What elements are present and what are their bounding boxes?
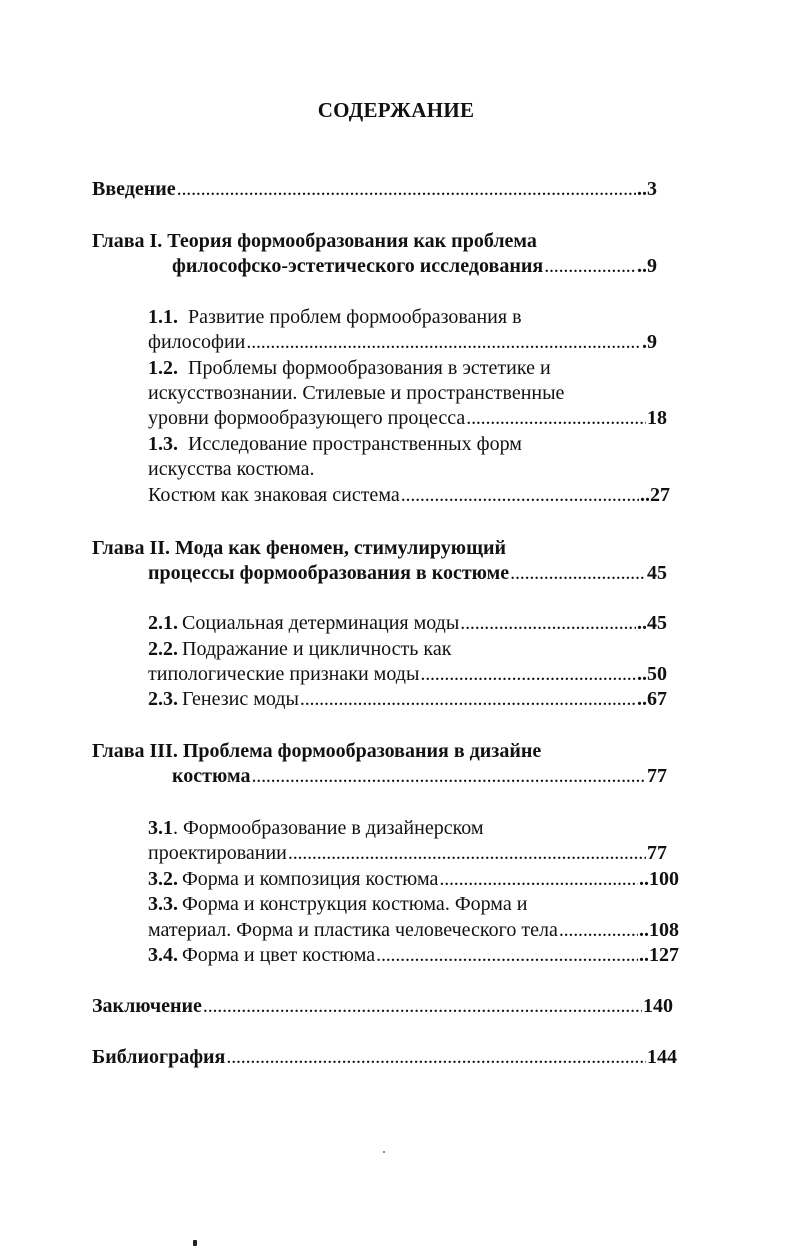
section-number: 2.3.	[148, 688, 178, 710]
page-title: СОДЕРЖАНИЕ	[317, 98, 475, 122]
section-number: 2.2.	[148, 638, 178, 660]
toc-label: Форма и цвет костюма	[182, 944, 376, 966]
chapter-1-title-line2[interactable]	[172, 253, 657, 279]
toc-page-number: 45	[647, 562, 667, 584]
toc-label: Введение	[92, 178, 176, 200]
toc-label: философии	[148, 331, 246, 353]
toc-page-number: ..127	[639, 944, 679, 966]
toc-label: Заключение	[92, 995, 202, 1017]
chapter-3-title-line2[interactable]	[172, 763, 667, 789]
toc-label: Форма и композиция костюма	[182, 868, 439, 890]
toc-label: Библиография	[92, 1046, 226, 1068]
section-2-1[interactable]	[148, 610, 667, 636]
toc-label: . Формообразование в дизайнерском	[173, 817, 484, 839]
scan-speck	[193, 1240, 197, 1246]
toc-page-number: 77	[647, 842, 667, 864]
section-number: 3.3.	[148, 893, 178, 915]
section-1-3-line2[interactable]: искусства костюма.	[148, 458, 315, 480]
toc-label: Форма и конструкция костюма. Форма и	[182, 893, 528, 915]
section-3-3-line1[interactable]	[148, 891, 527, 917]
section-1-1-line2[interactable]	[148, 329, 657, 355]
section-number: 3.2.	[148, 868, 178, 890]
dot-leader	[510, 560, 646, 586]
toc-page-number: 18	[647, 407, 667, 429]
dot-leader	[460, 610, 636, 636]
toc-entry-intro[interactable]	[92, 176, 657, 202]
toc-label: Исследование пространственных форм	[188, 433, 522, 455]
dot-leader	[376, 942, 638, 968]
section-number: 1.2.	[148, 357, 178, 379]
dot-leader	[226, 1044, 646, 1070]
toc-page-number: ..45	[637, 612, 667, 634]
section-number: 1.1.	[148, 306, 178, 328]
toc-page-number: ..67	[637, 688, 667, 710]
scan-speck	[383, 1151, 385, 1153]
section-1-3-line1[interactable]	[148, 431, 522, 457]
toc-entry-bibliography[interactable]	[92, 1044, 677, 1070]
section-3-2[interactable]	[148, 866, 679, 892]
dot-leader	[177, 176, 636, 202]
toc-label: Социальная детерминация моды	[182, 612, 460, 634]
section-number: 2.1.	[148, 612, 178, 634]
toc-label: материал. Форма и пластика человеческого тела	[148, 919, 558, 941]
toc-label: философско-эстетического исследования	[172, 255, 544, 277]
toc-label: Генезис моды	[182, 688, 299, 710]
toc-label: Подражание и цикличность как	[182, 638, 452, 660]
toc-label: уровни формообразующего процесса	[148, 407, 466, 429]
section-number: 3.4.	[148, 944, 178, 966]
toc-page-number: ..27	[640, 484, 670, 506]
toc-label: Проблемы формообразования в эстетике и	[188, 357, 551, 379]
toc-page-number: 77	[647, 765, 667, 787]
dot-leader	[203, 993, 642, 1019]
toc-label: процессы формообразования в костюме	[148, 562, 510, 584]
toc-label: костюма	[172, 765, 251, 787]
toc-label: Развитие проблем формообразования в	[188, 306, 522, 328]
dot-leader	[439, 866, 638, 892]
toc-page-number: ..50	[637, 663, 667, 685]
toc-page-number: .9	[642, 331, 657, 353]
chapter-3-title-line1[interactable]: Глава III. Проблема формообразования в дизайне	[92, 740, 542, 762]
section-3-1-line1[interactable]	[148, 815, 484, 841]
toc-page-number: ..9	[637, 255, 657, 277]
section-3-4[interactable]	[148, 942, 679, 968]
section-2-2-line1[interactable]	[148, 636, 451, 662]
dot-leader	[466, 405, 646, 431]
chapter-2-title-line2[interactable]	[148, 560, 667, 586]
dot-leader	[251, 763, 646, 789]
section-1-3-line3[interactable]	[148, 482, 670, 508]
chapter-2-title-line1[interactable]: Глава II. Мода как феномен, стимулирующий	[92, 537, 507, 559]
section-1-2-line3[interactable]	[148, 405, 667, 431]
dot-leader	[288, 840, 646, 866]
toc-page-number: ..108	[639, 919, 679, 941]
section-1-2-line1[interactable]	[148, 355, 551, 381]
toc-label: Костюм как знаковая система	[148, 484, 400, 506]
section-2-3[interactable]	[148, 686, 667, 712]
dot-leader	[246, 329, 641, 355]
dot-leader	[559, 917, 638, 943]
section-1-2-line2[interactable]: искусствознании. Стилевые и пространственные	[148, 382, 565, 404]
toc-page-number: ..100	[639, 868, 679, 890]
section-3-1-line2[interactable]	[148, 840, 667, 866]
section-number: 3.1	[148, 817, 173, 839]
section-3-3-line2[interactable]	[148, 917, 679, 943]
toc-page-number: ..3	[637, 178, 657, 200]
toc-entry-conclusion[interactable]	[92, 993, 673, 1019]
dot-leader	[300, 686, 636, 712]
dot-leader	[544, 253, 636, 279]
section-2-2-line2[interactable]	[148, 661, 667, 687]
toc-label: типологические признаки моды	[148, 663, 420, 685]
toc-page-number: 140	[643, 995, 673, 1017]
dot-leader	[401, 482, 639, 508]
section-number: 1.3.	[148, 433, 178, 455]
dot-leader	[420, 661, 636, 687]
toc-page-number: 144	[647, 1046, 677, 1068]
chapter-1-title-line1[interactable]: Глава I. Теория формообразования как проблема	[92, 230, 537, 252]
toc-label: проектировании	[148, 842, 287, 864]
section-1-1-line1[interactable]	[148, 304, 522, 330]
